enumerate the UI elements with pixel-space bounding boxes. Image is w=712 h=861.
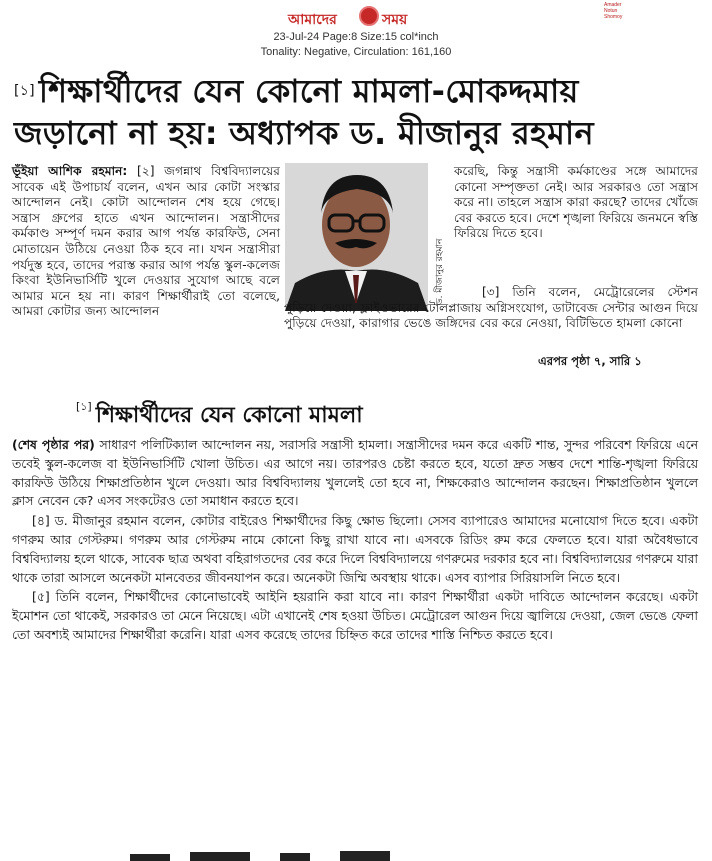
article2-headline	[76, 398, 363, 435]
article2-lead: (শেষ পৃষ্ঠার পর)	[12, 437, 95, 452]
article1-col2b-text: [৩] তিনি বলেন, মেট্রোরেলের স্টেশন পুড়িয়ে দেওয়া, ফ্লাইওভারের টোলপ্লাজায় অগ্নিসংযোগ, ডাটাবেজ সেন্টার আগুন দিয়ে পুড়িয়ে দেওয়া, কারাগার ভেঙে জঙ্গিদের বের করে নেওয়া, বিটিভিতে হামলা কোনো	[284, 285, 698, 331]
article1-column-1	[12, 164, 280, 320]
logo-right-text: সময়	[382, 12, 408, 28]
article1-column-2b	[284, 285, 698, 332]
headline-bracket: [১]	[14, 83, 35, 99]
headline-line-1	[14, 70, 704, 112]
article1-column-2a	[454, 164, 698, 242]
emblem-icon	[359, 6, 379, 26]
article2-paragraph-2: [৪] ড. মীজানুর রহমান বলেন, কোটার বাইরেও শিক্ষার্থীদের কিছু ক্ষোভ ছিলো। সেসব ব্যাপারেও আমাদের মনোযোগ দিতে হবে। একটা গণরুম আর গেস্টরুম। গণরুম আর গেস্টরুম নামে কোনো কিছু রাখা যাবে না। এসবকে রিডিং রুম করে ফেলতে হবে। যারা অবৈধভাবে বিশ্ববিদ্যালয় হলে থাকে, সাবেক ছাত্র অথবা বহিরাগতদের বের করে দিলে বিশ্ববিদ্যালয়ে গণরুমের দরকার হবে না। বিশ্ববিদ্যালয়ের গণরুমে যারা থাকে তারা আসলে অনেকটা মানবেতর জীবনযাপন করে। অনেকটা জিম্মি অবস্থায় থাকে। এসব ব্যাপার সিরিয়াসলি নিতে হবে।	[12, 513, 698, 585]
date-line: 23-Jul-24 Page:8 Size:15 col*inch	[273, 31, 439, 43]
article1-col2a-text: করেছি, কিন্তু সন্ত্রাসী কর্মকাণ্ডের সঙ্গে আমাদের কোনো সম্পৃক্ততা নেই। আর সরকারও তো সন্ত্রাস করে না। তাহলে সন্ত্রাস কারা করছে? তাদের খোঁজে বের করতে হবে। দেশে শৃঙ্খলা ফিরিয়ে জনমনে স্বস্তি ফিরিয়ে দিতে হবে।	[454, 164, 698, 241]
headline-line-2: জড়ানো না হয়: অধ্যাপক ড. মীজানুর রহমান	[14, 114, 594, 152]
masthead	[0, 0, 712, 66]
article2-body	[12, 436, 698, 646]
logo-small-text: Amader Notun Shomoy	[604, 2, 623, 20]
article1-col1-paragraph	[12, 164, 280, 320]
article2-headline-text: শিক্ষার্থীদের যেন কোনো মামলা	[95, 403, 363, 428]
article2-bracket: [১]	[76, 400, 92, 413]
next-article-fragment	[130, 848, 430, 861]
headline-line-1-text: শিক্ষার্থীদের যেন কোনো মামলা-মোকদ্দমায়	[38, 72, 579, 110]
article2-paragraph-3: [৫] তিনি বলেন, শিক্ষার্থীদের কোনোভাবেই আইনি হয়রানি করা যাবে না। কারণ শিক্ষার্থীরা একটা দাবিতে আন্দোলন করেছে। একটা ইমোশন তো থাকেই, সরকারও তা মেনে নিয়েছে। এটা এখানেই শেষ হওয়া উচিত। মেট্রোরেল আগুন দিয়ে জ্বালিয়ে দেওয়া, জেল ভেঙে ফেলা তো অবশ্যই আমাদের শিক্ষার্থীরা করেনি। যারা এসব করেছে তাদের চিহ্নিত করে তাদের শাস্তি নিশ্চিত করতে হবে।	[12, 589, 698, 642]
byline: ভূঁইয়া আশিক রহমান:	[12, 164, 128, 178]
newspaper-logo	[288, 2, 623, 28]
article2-paragraph-1	[12, 436, 698, 511]
article2-p1-text: সাধারণ পলিটিক্যাল আন্দোলন নয়, সরাসরি সন্ত্রাসী হামলা। সন্ত্রাসীদের দমন করে একটি শান্ত, সুন্দর পরিবেশ ফিরিয়ে এনে তবেই স্কুল-কলেজ বা ইউনিভার্সিটি খোলা উচিত। এর আগে নয়। তারপরও চেষ্টা করতে হবে, যতো দ্রুত সম্ভব দেশে শান্তি-শৃঙ্খলা ফিরিয়ে কারফিউ উঠিয়ে শিক্ষাপ্রতিষ্ঠান খুলে দেওয়া। আর বিশ্ববিদ্যালয় খুললেই তো হবে না, শিক্ষকেরাও আন্দোলন করছেন। শিক্ষাপ্রতিষ্ঠান খুললে ক্লাস নেবেন কে? এসব সংকটেরও তো সমাধান করতে হবে।	[12, 437, 698, 509]
article1-headline	[14, 70, 704, 154]
tonality-line: Tonality: Negative, Circulation: 161,160	[260, 46, 452, 58]
logo-left-text: আমাদের	[288, 12, 337, 28]
article1-col1-text: [২] জগন্নাথ বিশ্ববিদ্যালয়ের সাবেক এই উপাচার্য বলেন, এখন আর কোটা সংস্কার আন্দোলন নেই। কোটা আন্দোলন শেষ হয়ে গেছে। সন্ত্রাস গ্রুপের হাতে এখন আন্দোলন। সন্ত্রাসীদের কর্মকাণ্ড সম্পূর্ণ দমন করার আগ পর্যন্ত কারফিউ, সেনা মোতায়েন উঠিয়ে নেওয়া ঠিক হবে না। যখন সন্ত্রাসীরা পর্যদুস্ত হবে, তাদের পরাস্ত করার আগ পর্যন্ত স্কুল-কলেজ কিংবা ইউনিভার্সিটি খুলে দেওয়ার সুযোগ আছে বলে আমার মনে হয় না। কারণ শিক্ষার্থীরাই তো বলেছে, আমরা কোটার জন্য আন্দোলন	[12, 164, 280, 319]
continue-note: এরপর পৃষ্ঠা ৭, সারি ১	[538, 354, 642, 368]
photo-caption: ড. মীজানুর রহমান	[435, 238, 445, 305]
